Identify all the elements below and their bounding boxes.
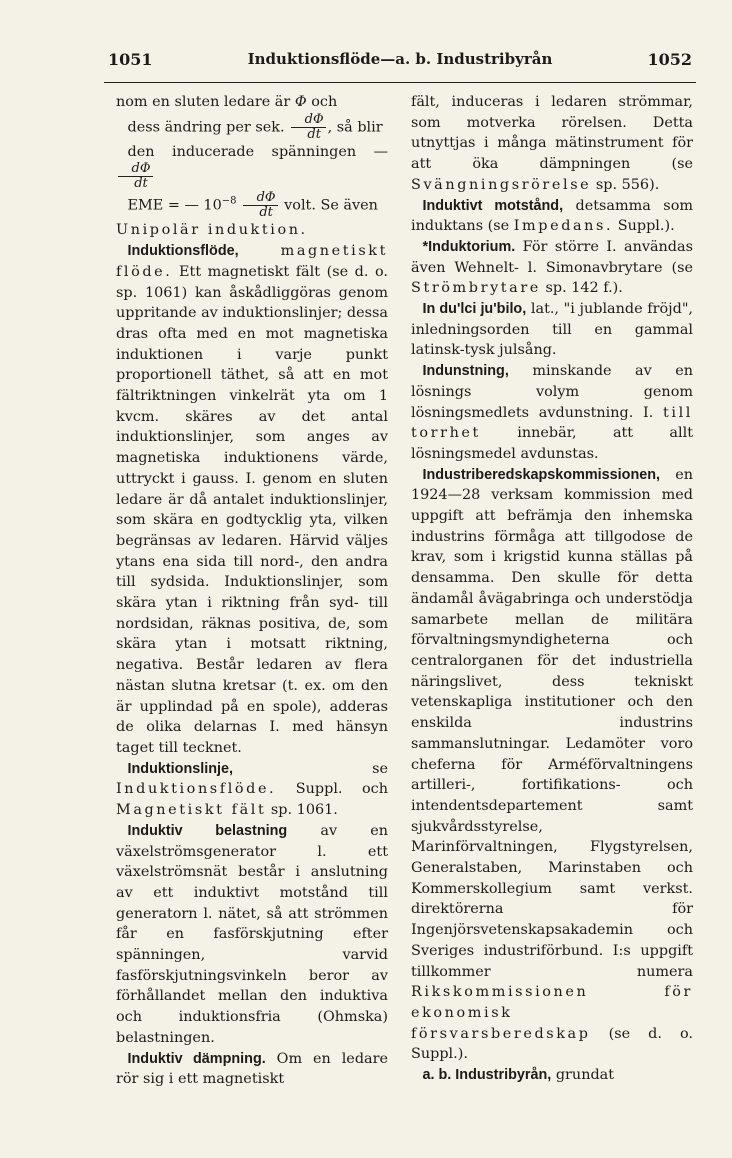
page-number-left: 1051 [108,50,153,69]
headword: Induktivt motstånd, [422,197,564,214]
entry-text: sp. 556). [595,176,660,193]
text: EME = — 10 [127,197,222,214]
entry-text: Om en ledare rör sig i ett magnetiskt [116,1050,389,1088]
text: dess ändring per sek. [127,119,285,136]
entry-text: lat., "i jublande fröjd", inledningsorden till en gammal latinsk-tysk julsång. [411,301,694,359]
frac-den: dt [259,205,273,221]
entry-induktorium [411,237,693,299]
entry-text: (se d. o. Suppl.). [411,1025,693,1063]
entry-text: detsamma som induktans (se [411,197,694,235]
spaced-text: Strömbrytare [411,280,541,297]
exponent: −8 [221,196,237,208]
entry-text: minskande av en lösnings volym genom lösningsmedlets avdunstning. I. [411,363,694,421]
right-column [411,92,693,1086]
entry-induktiv-dampning [116,1049,388,1090]
formula-line-4 [116,191,388,220]
headword: Induktionsflöde, [127,243,239,260]
headword: a. b. Industribyrån, [422,1067,552,1084]
frac-num: dΦ [118,162,153,177]
formula-line-1 [116,92,388,113]
frac-num: dΦ [291,113,326,128]
phi-symbol: Φ [294,94,307,110]
formula-line-3 [116,142,388,192]
fraction [291,113,326,142]
headword: Induktiv dämpning. [127,1050,266,1067]
page-header [108,50,692,84]
headword: Induktionslinje, [127,760,234,777]
entry-induktivt-motstand [411,196,693,237]
entry-text: grundat [555,1067,615,1084]
spaced-text: Magnetiskt fält [116,802,267,819]
frac-num: dΦ [243,191,278,206]
entry-text: Suppl.). [617,218,675,235]
headword: *Induktorium. [422,238,516,255]
entry-text: sp. 142 f.). [545,280,623,297]
entry-text: fält, induceras i ledaren strömmar, som motverka rörelsen. Detta utnyttjas i många mätinstrument för att öka dämpningen (se [411,94,693,173]
entry-text: Suppl. och [295,781,389,798]
spaced-text: Induktionsflöde. [116,781,277,798]
text: nom en sluten ledare är [116,94,291,110]
entry-indunstning [411,361,693,465]
entry-text: För större I. användas även Wehnelt- l. Simonavbrytare (se [411,238,693,276]
spaced-text: magnetiskt flöde. [116,243,388,280]
left-column [116,92,388,1090]
spaced-text: Rikskommissionen för ekonomisk försvarsberedskap [411,984,693,1042]
entry-induktionslinje [116,759,388,821]
spaced-text: Svängningsrörelse [411,176,592,193]
headword: Indunstning, [422,363,509,380]
entry-induktionsflode [116,241,388,759]
page-number-right: 1052 [647,50,692,69]
entry-industribyran [411,1065,693,1086]
fraction [118,162,153,191]
running-title: Induktionsflöde—a. b. Industribyrån [247,50,553,68]
entry-text: en 1924—28 verksam kommission med uppgift att befrämja den inhemska industrins förmåga att tillgodose de krav, som i krigstid kunna ställas på densamma. Den skulle för detta ändamål åvägabringa och understödja samarbete mellan de militära förvaltningsmyndigheterna och centralorganen för det industriella näringslivet, dess tekniskt vetenskapliga institutioner och den enskilda industrins sammanslutningar. Ledamöter voro cheferna för Arméförvaltningens artilleri-, fortifikations- och intendentsdepartement samt sjukvårdsstyrelse, Marinförvaltningen, Flygstyrelsen, Generalstaben, Marinstaben och Kommerskollegium samt verkst. direktörerna för Ingenjörsvetenskapsakademin och Sveriges industriförbund. I:s uppgift tillkommer numera [411,466,693,980]
headword: Industriberedskapskommissionen, [422,466,661,483]
entry-text: Ett magnetiskt fält (se d. o. sp. 1061) kan åskådliggöras genom uppritande av induktionslinjer; dessa dras ofta med en mot magnetiska induktionen i varje punkt proportionell täthet, så att en mot fältriktningen vinkelrät yta om 1 kvcm. skäres av det antal induktionslinjer, som anges av magnetiska induktionens värde, uttryckt i gauss. I. genom en sluten ledare är då antalet induktionslinjer, som skära en godtycklig yta, vilken begränsas av ledaren. Härvid väljes ytans ena sida till nord-, den andra till sydsida. Induktionslinjer, som skära ytan i riktning från syd- till nordsidan, räknas positiva, de, som skära ytan i motsatt riktning, negativa. Består ledaren av flera nästan slutna kretsar (t. ex. om den är upplindad på en spole), adderas de olika delarnas I. med hänsyn taget till tecknet. [116,263,388,756]
header-rule [104,82,696,83]
frac-den: dt [134,176,148,192]
spaced-text: till torrhet [411,404,694,442]
spaced-text: Impedans. [513,218,614,235]
entry-industriberedskapskommissionen [411,465,693,1065]
entry-continuation [411,92,693,196]
cross-reference: Unipolär induktion. [116,222,308,239]
entry-text: innebär, att allt lösningsmedel avdunstas. [411,425,694,462]
headword: In du'lci ju'bilo, [422,301,527,318]
frac-den: dt [307,126,321,142]
entry-induktiv-belastning [116,821,388,1049]
entry-text: sp. 1061. [270,802,338,819]
formula-line-2 [116,113,388,142]
text: volt. Se även [284,197,378,214]
text: och [311,94,338,110]
headword: Induktiv belastning [127,822,288,839]
fraction [243,191,278,220]
entry-text: av en växelströmsgenerator l. ett växelströmsnät består i anslutning av ett induktivt motstånd till generatorn l. nätet, så att strömmen får en fasförskjutning efter spänningen, varvid fasförskjutningsvinkeln beror av förhållandet mellan den induktiva och induktionsfria (Ohmska) belastningen. [116,822,389,1046]
text: , så blir [327,119,383,136]
entry-text: se [372,760,388,777]
entry-in-dulci-jubilo [411,299,693,361]
text: den inducerade spänningen — [127,143,388,160]
